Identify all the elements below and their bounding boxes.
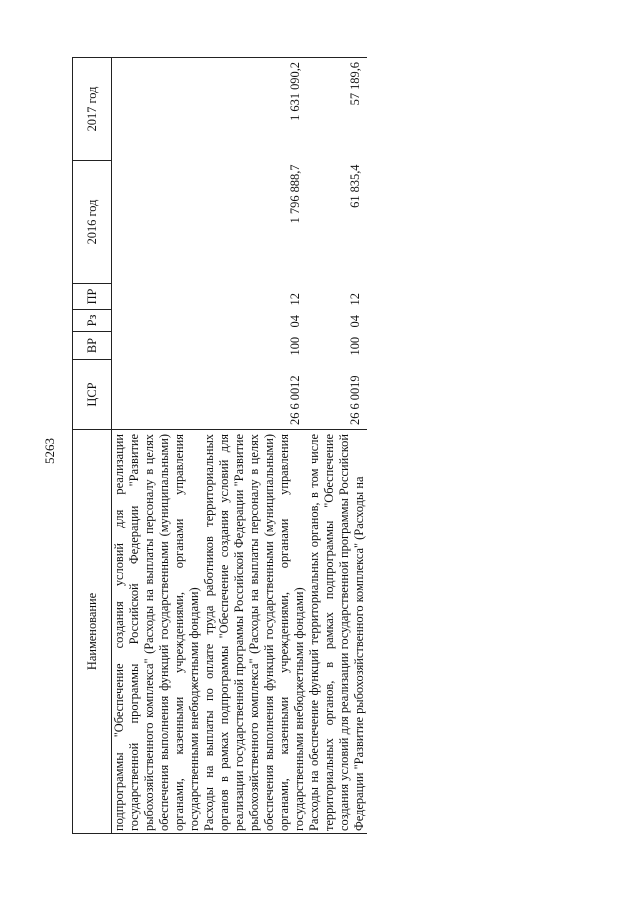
budget-table <box>72 57 367 834</box>
table-header-row <box>73 58 112 834</box>
row-vr: 100 <box>288 336 302 356</box>
row-pr <box>112 284 203 310</box>
row-rz: 04 <box>288 315 302 328</box>
row-2017 <box>112 58 203 161</box>
row-name: подпрограммы "Обеспечение создания условий для реализации государственной программы Российской Федерации "Развитие рыбохозяйственного комплекса" (Расходы на выплаты персоналу в целях обеспечения выполнения функций государственными (муниципальными) органами, казенными учреждениями, органами управления государственными внебюджетными фондами) <box>112 430 203 834</box>
row-vr: 100 <box>348 336 362 356</box>
row-pr: 12 <box>288 293 302 306</box>
row-2016: 61 835,4 <box>348 164 362 208</box>
row-2017: 57 189,6 <box>307 58 367 161</box>
row-rz <box>112 310 203 332</box>
row-pr: 12 <box>348 293 362 306</box>
header-name: Наименование <box>73 430 112 834</box>
row-name: Расходы на выплаты по оплате труда работников территориальных органов в рамках подпрограммы "Обеспечение создания условий для реализации государственной программы Российской Федерации "Развитие рыбохозяйственного комплекса" (Расходы на выплаты персоналу в целях обеспечения выполнения функций государственными (муниципальными) органами, казенными учреждениями, органами управления государственными внебюджетными фондами) <box>202 430 307 834</box>
row-vr <box>112 332 203 360</box>
page-number: 5263 <box>42 438 57 464</box>
table-row <box>307 58 367 834</box>
row-2016 <box>112 161 203 284</box>
row-2016: 1 796 888,7 <box>288 164 302 224</box>
row-rz: 04 <box>348 315 362 328</box>
row-csr <box>112 360 203 430</box>
header-csr: ЦСР <box>73 360 112 430</box>
header-rz: Рз <box>73 310 112 332</box>
header-pr: ПР <box>73 284 112 310</box>
rotated-table-container <box>72 58 590 834</box>
row-csr: 26 6 0019 <box>348 375 362 425</box>
table-row <box>112 58 203 834</box>
header-2017: 2017 год <box>73 58 112 161</box>
row-name: Расходы на обеспечение функций территориальных органов, в том числе территориальных органов, в рамках подпрограммы "Обеспечение создания условий для реализации государственной программы Российской Федерации "Развитие рыбохозяйственного комплекса" (Расходы на <box>307 430 367 834</box>
header-vr: ВР <box>73 332 112 360</box>
row-csr: 26 6 0012 <box>288 375 302 425</box>
table-row <box>202 58 307 834</box>
header-2016: 2016 год <box>73 161 112 284</box>
row-2017: 1 631 090,2 <box>202 58 307 161</box>
